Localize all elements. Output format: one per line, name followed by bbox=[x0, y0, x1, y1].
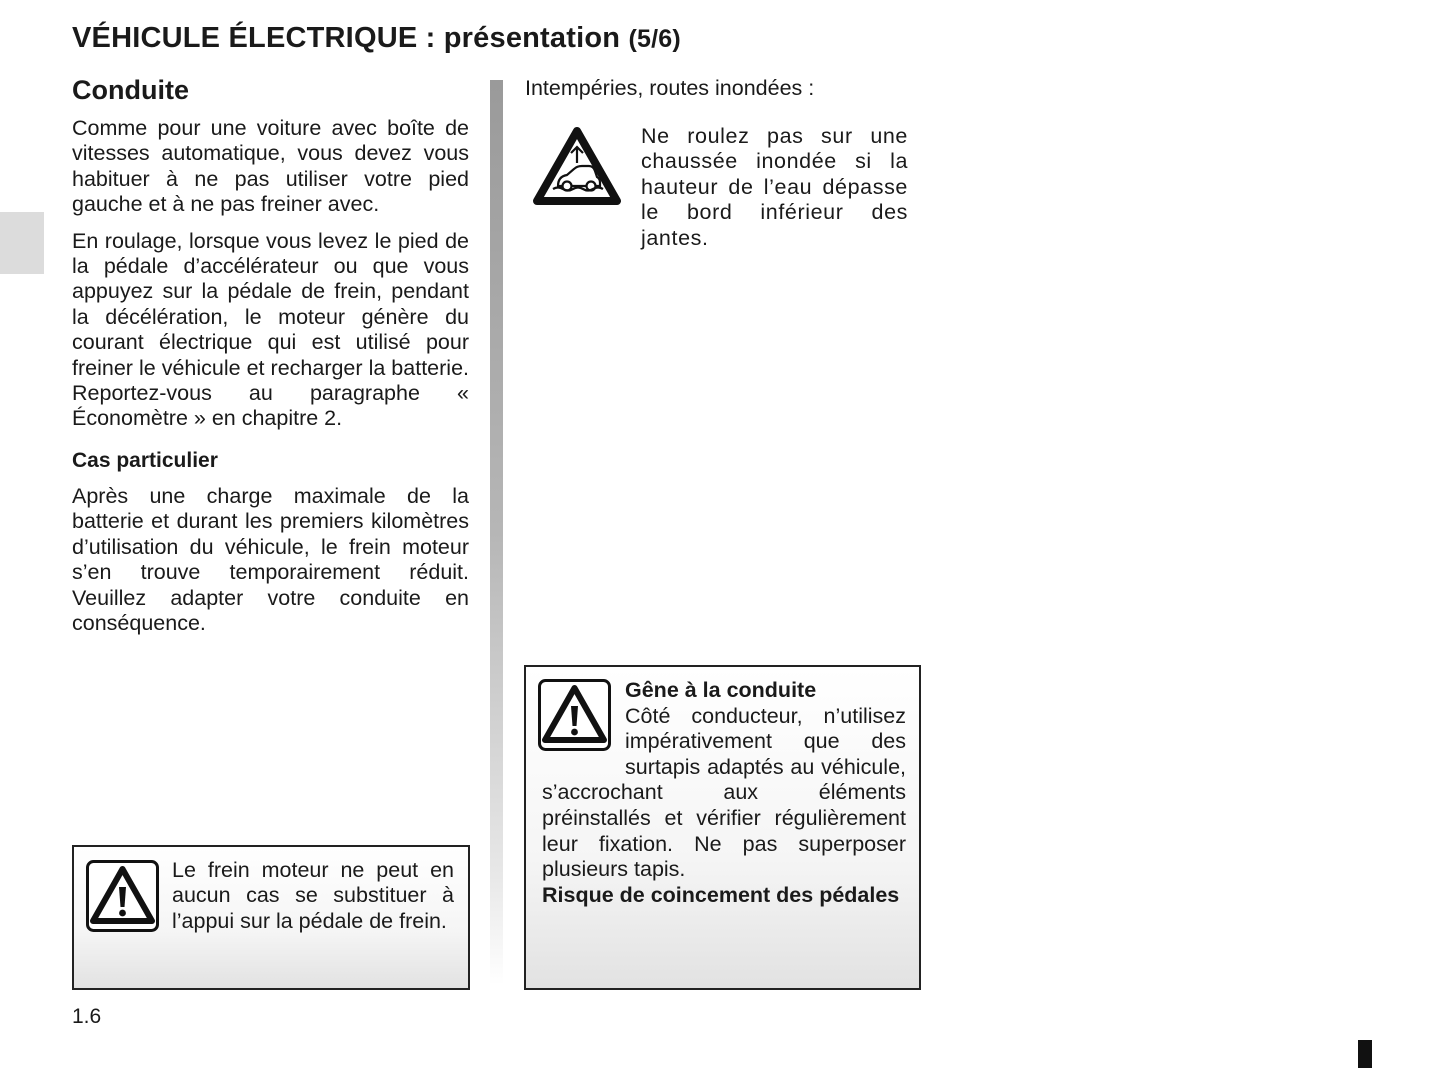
warning-box-floor-mats bbox=[524, 665, 921, 990]
warning-risk: Risque de coincement des pédales bbox=[542, 882, 900, 907]
warning-title: Gêne à la conduite bbox=[625, 678, 817, 702]
page-edge-marker bbox=[1358, 1040, 1372, 1068]
warning-triangle-icon bbox=[86, 860, 159, 932]
warning-floor-mats-body bbox=[542, 678, 906, 908]
weather-intro: Intempéries, routes inondées : bbox=[525, 76, 815, 100]
section-heading: Conduite bbox=[72, 75, 189, 105]
icon-spacer bbox=[542, 678, 625, 776]
paragraph-regeneration: En roulage, lorsque vous levez le pied de la pédale d’accélérateur ou que vous appuyez sur la pédale de frein, pendant la décélération, le moteur génère du courant électrique qui est utilisé pour freiner le véhicule et recharger la batterie. Reportez-vous au paragraphe « Économètre » en chapitre 2. bbox=[72, 228, 469, 431]
flood-warning-text: Ne roulez pas sur une chaussée inondée si la hauteur de l’eau dépasse le bord inférieur des jantes. bbox=[641, 124, 908, 250]
paragraph-automatic: Comme pour une voiture avec boîte de vitesses automatique, vous devez vous habituer à ne pas utiliser votre pied gauche et à ne pas freiner avec. bbox=[72, 116, 469, 217]
column-divider bbox=[490, 80, 503, 985]
paragraph-special-case: Après une charge maximale de la batterie et durant les premiers kilomètres d’utilisation du véhicule, le frein moteur s’en trouve temporairement réduit. Veuillez adapter votre conduite en conséquence. bbox=[72, 483, 469, 635]
left-column bbox=[72, 72, 469, 647]
warning-box-engine-brake bbox=[72, 845, 470, 990]
chapter-tab bbox=[0, 212, 44, 274]
page-number: 1.6 bbox=[72, 1005, 102, 1028]
page-title bbox=[72, 22, 681, 55]
page-title-text: VÉHICULE ÉLECTRIQUE : présentation bbox=[72, 22, 621, 54]
subsection-heading: Cas particulier bbox=[72, 448, 218, 472]
flooded-road-icon bbox=[531, 123, 623, 208]
warning-engine-brake-text: Le frein moteur ne peut en aucun cas se substituer à l’appui sur la pédale de frein. bbox=[172, 858, 454, 933]
warning-floor-mats-text: Côté conducteur, n’utilisez impérativement que des surtapis adaptés au véhicule, s’accrochant aux éléments préinstallés et vérifier régulièrement leur fixation. Ne pas superposer plusieurs tapis. bbox=[542, 703, 906, 882]
page-part: (5/6) bbox=[628, 25, 681, 53]
